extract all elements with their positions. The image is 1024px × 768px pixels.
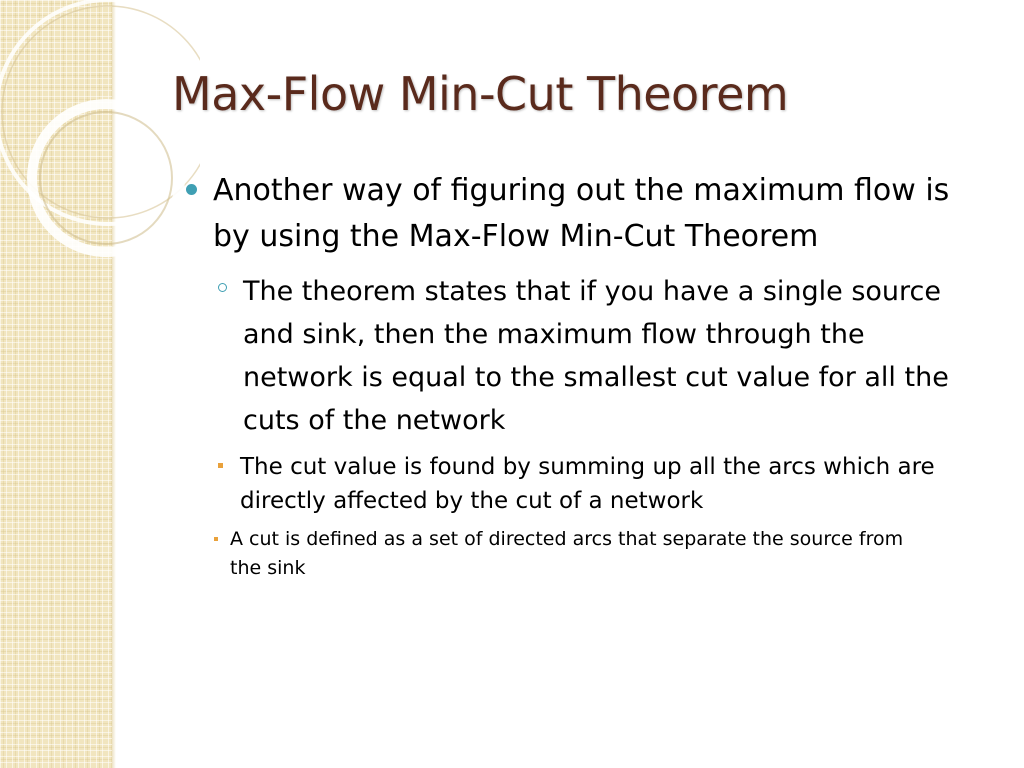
bullet-content xyxy=(184,168,1004,583)
bullet-text-level-4: A cut is defined as a set of directed arcs that separate the source from the sink xyxy=(230,528,904,579)
bullet-dot-icon xyxy=(186,184,197,195)
bullet-square-icon xyxy=(218,463,223,468)
bullet-item-level-4 xyxy=(208,525,910,583)
bullet-item-level-2 xyxy=(214,270,963,442)
decorative-rings xyxy=(0,0,200,300)
bullet-item-level-3 xyxy=(212,450,940,518)
bullet-text-level-2: The theorem states that if you have a single source and sink, then the maximum flow through the network is equal to the smallest cut value for all the cuts of the network xyxy=(243,276,949,436)
bullet-ring-icon xyxy=(218,283,227,292)
decorative-ring-small xyxy=(32,104,180,252)
slide-title: Max-Flow Min-Cut Theorem xyxy=(172,67,789,121)
bullet-text-level-3: The cut value is found by summing up all the arcs which are directly affected by the cut of a network xyxy=(240,454,935,514)
bullet-small-square-icon xyxy=(214,537,218,541)
bullet-item-level-1 xyxy=(184,168,993,260)
bullet-text-level-1: Another way of figuring out the maximum flow is by using the Max-Flow Min-Cut Theorem xyxy=(213,173,950,254)
